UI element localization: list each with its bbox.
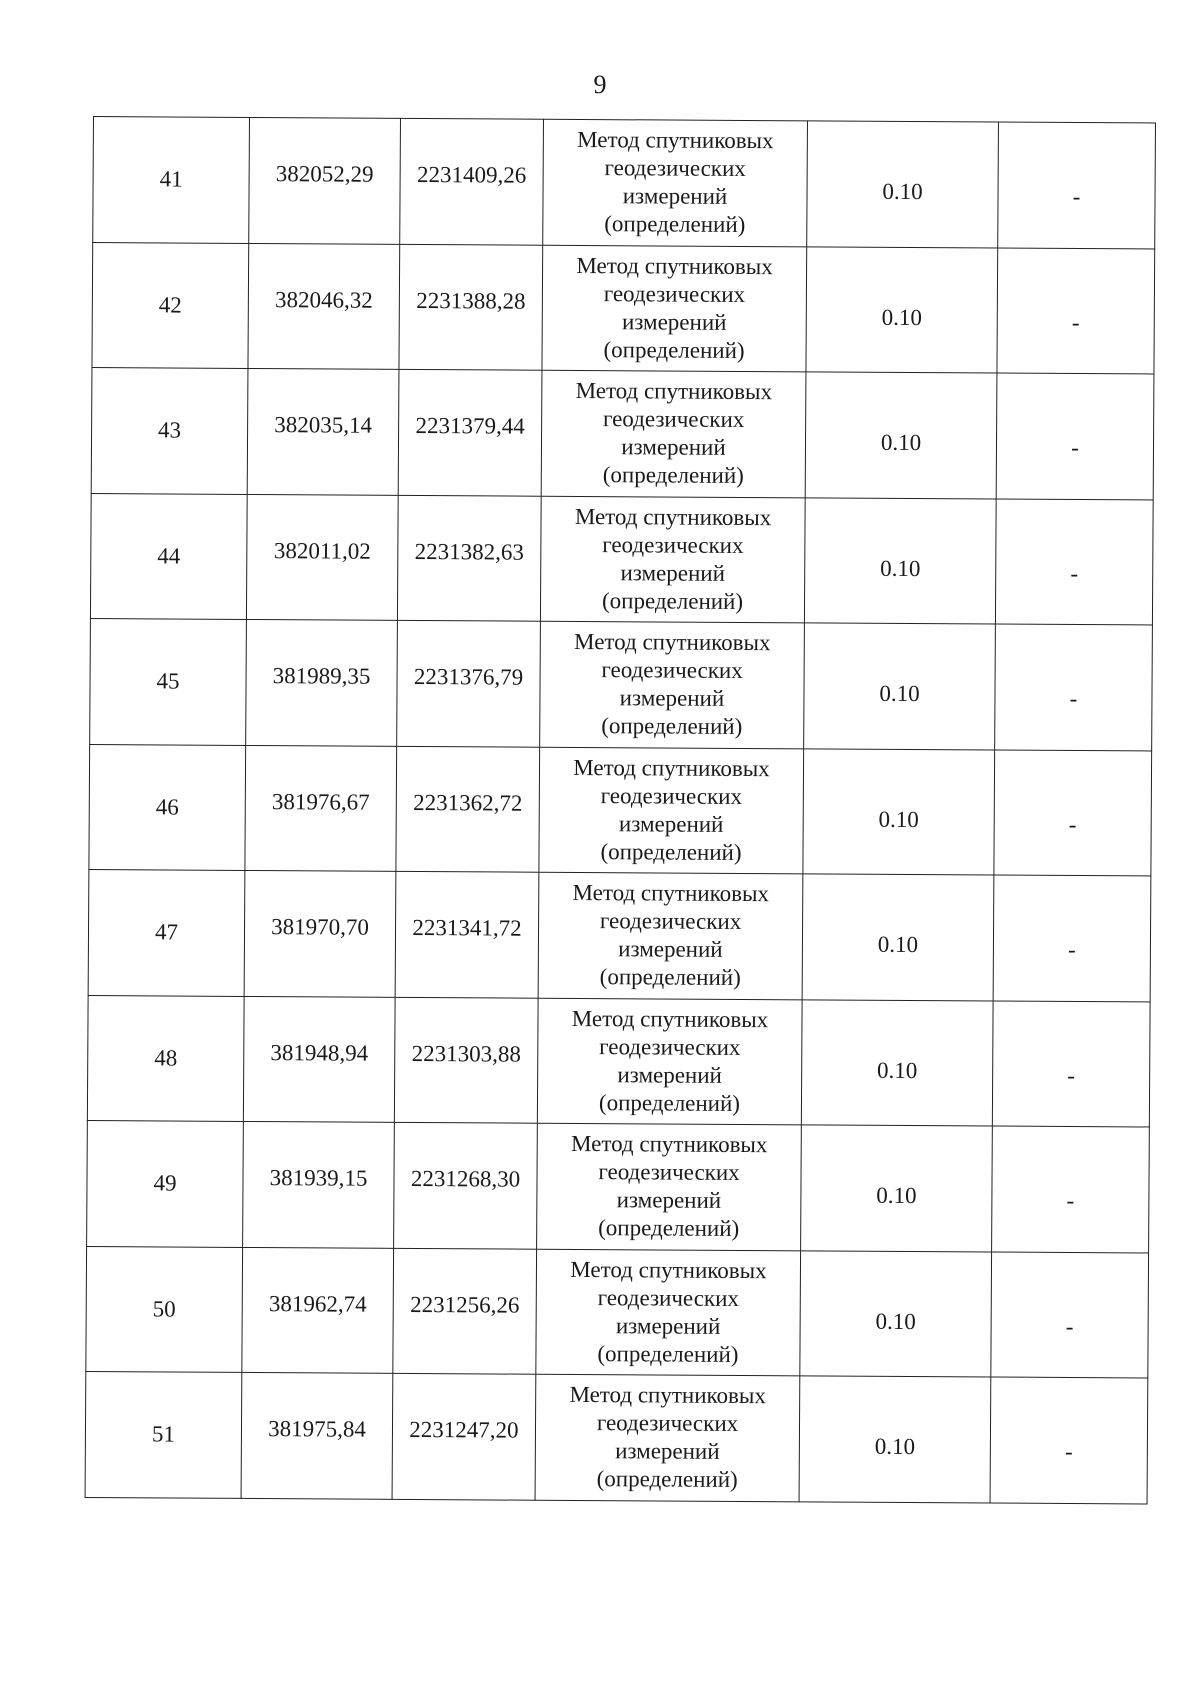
- note-cell: [992, 1126, 1150, 1252]
- x-coordinate: 381989,35: [272, 663, 371, 689]
- x-coordinate-cell: [246, 619, 398, 745]
- accuracy-value: 0.10: [879, 681, 920, 707]
- point-number: 50: [152, 1296, 176, 1322]
- y-coordinate-cell: [394, 1122, 538, 1248]
- point-number: 44: [157, 543, 181, 569]
- y-coordinate: 2231303,88: [411, 1040, 521, 1067]
- y-coordinate: 2231247,20: [409, 1417, 519, 1443]
- x-coordinate-cell: [244, 870, 396, 996]
- point-number: 51: [151, 1421, 176, 1447]
- point-number-cell: [92, 242, 249, 368]
- accuracy-value: 0.10: [880, 430, 922, 456]
- note-cell: [995, 499, 1153, 625]
- accuracy-cell: [801, 999, 993, 1126]
- y-coordinate-cell: [398, 369, 542, 495]
- accuracy-cell: [800, 1250, 992, 1377]
- method-text: Метод спутниковых геодезических измерений (определений): [570, 1256, 767, 1367]
- table-row: [90, 618, 1153, 750]
- table-row: [90, 493, 1153, 625]
- point-number: 41: [159, 166, 183, 192]
- y-coordinate: 2231376,79: [413, 664, 524, 690]
- note-value: -: [1070, 560, 1079, 586]
- x-coordinate: 381976,67: [271, 788, 370, 815]
- x-coordinate-cell: [247, 368, 399, 494]
- note-value: -: [1071, 435, 1079, 461]
- y-coordinate-cell: [395, 871, 539, 997]
- x-coordinate-cell: [249, 117, 401, 243]
- x-coordinate: 381939,15: [269, 1165, 368, 1191]
- accuracy-value: 0.10: [874, 1434, 916, 1460]
- y-coordinate-cell: [396, 746, 540, 872]
- accuracy-cell: [802, 874, 994, 1001]
- accuracy-cell: [801, 1125, 993, 1252]
- point-number: 48: [154, 1045, 178, 1071]
- table-row: [87, 995, 1150, 1127]
- method-text: Метод спутниковых геодезических измерений (определений): [569, 1382, 766, 1493]
- x-coordinate-cell: [248, 243, 400, 369]
- note-cell: [994, 750, 1152, 876]
- y-coordinate: 2231379,44: [415, 413, 525, 439]
- accuracy-value: 0.10: [876, 1183, 917, 1209]
- accuracy-value: 0.10: [877, 932, 919, 958]
- point-number-cell: [90, 493, 247, 619]
- point-number-cell: [90, 618, 247, 744]
- method-cell: [543, 119, 808, 246]
- accuracy-value: 0.10: [876, 1057, 918, 1083]
- point-number-cell: [93, 117, 250, 243]
- note-cell: [998, 122, 1156, 248]
- note-cell: [992, 1001, 1150, 1127]
- accuracy-value: 0.10: [882, 179, 923, 205]
- point-number: 42: [158, 292, 182, 318]
- x-coordinate-cell: [242, 1247, 394, 1373]
- method-text: Метод спутниковых геодезических измерений (определений): [572, 880, 770, 991]
- y-coordinate-cell: [400, 118, 544, 244]
- method-cell: [537, 1123, 802, 1250]
- accuracy-value: 0.10: [880, 555, 921, 581]
- y-coordinate-cell: [394, 997, 538, 1123]
- x-coordinate: 382052,29: [275, 161, 374, 187]
- method-cell: [540, 621, 805, 748]
- y-coordinate-cell: [393, 1248, 537, 1374]
- y-coordinate-cell: [397, 620, 541, 746]
- method-cell: [535, 1374, 800, 1501]
- x-coordinate-cell: [245, 745, 397, 871]
- y-coordinate: 2231382,63: [414, 538, 525, 565]
- method-text: Метод спутниковых геодезических измерений (определений): [570, 1131, 768, 1242]
- x-coordinate-cell: [243, 1121, 395, 1247]
- accuracy-cell: [804, 497, 996, 624]
- point-number-cell: [85, 1371, 242, 1497]
- accuracy-cell: [807, 121, 999, 248]
- accuracy-cell: [804, 623, 996, 750]
- x-coordinate-cell: [241, 1372, 393, 1498]
- method-cell: [538, 872, 803, 999]
- page-number: 9: [593, 70, 607, 99]
- y-coordinate: 2231268,30: [410, 1166, 521, 1192]
- method-cell: [541, 370, 806, 497]
- point-number: 43: [158, 417, 182, 443]
- method-cell: [537, 998, 802, 1125]
- note-cell: [997, 248, 1155, 374]
- y-coordinate: 2231362,72: [413, 789, 523, 816]
- method-text: Метод спутниковых геодезических измерений (определений): [574, 503, 772, 614]
- accuracy-cell: [806, 246, 998, 373]
- table-row: [86, 1246, 1149, 1378]
- point-number: 47: [154, 919, 179, 945]
- note-value: -: [1069, 686, 1078, 712]
- accuracy-value: 0.10: [881, 304, 922, 330]
- note-cell: [996, 373, 1154, 499]
- point-number-cell: [88, 869, 245, 995]
- y-coordinate-cell: [392, 1373, 536, 1499]
- x-coordinate: 381948,94: [270, 1039, 369, 1066]
- point-number-cell: [86, 1246, 243, 1372]
- method-cell: [540, 496, 805, 623]
- method-text: Метод спутниковых геодезических измерений (определений): [576, 252, 773, 363]
- method-text: Метод спутниковых геодезических измерений (определений): [577, 127, 774, 238]
- method-text: Метод спутниковых геодезических измерений (определений): [574, 629, 771, 740]
- point-number: 46: [155, 794, 179, 820]
- table-row: [93, 117, 1156, 249]
- note-cell: [990, 1377, 1148, 1503]
- x-coordinate: 382011,02: [273, 537, 371, 564]
- method-cell: [539, 747, 804, 874]
- x-coordinate: 382035,14: [274, 412, 373, 438]
- coordinates-table: [85, 116, 1156, 1504]
- y-coordinate-cell: [397, 495, 541, 621]
- table-row: [87, 1120, 1150, 1252]
- note-value: -: [1072, 184, 1081, 210]
- x-coordinate: 381970,70: [271, 914, 369, 940]
- x-coordinate: 382046,32: [274, 286, 373, 313]
- y-coordinate: 2231341,72: [412, 915, 522, 941]
- method-text: Метод спутниковых геодезических измерений (определений): [571, 1005, 769, 1116]
- table-row: [88, 869, 1151, 1001]
- note-value: -: [1064, 1439, 1073, 1465]
- note-value: -: [1065, 1313, 1074, 1339]
- method-cell: [542, 245, 807, 372]
- y-coordinate: 2231256,26: [410, 1291, 520, 1318]
- note-value: -: [1068, 937, 1076, 963]
- y-coordinate-cell: [399, 244, 543, 370]
- note-value: -: [1066, 1188, 1075, 1214]
- table-row: [89, 744, 1152, 876]
- point-number: 45: [156, 668, 180, 694]
- note-value: -: [1068, 811, 1077, 837]
- x-coordinate-cell: [243, 996, 395, 1122]
- note-value: -: [1071, 309, 1080, 335]
- accuracy-value: 0.10: [878, 806, 919, 832]
- note-cell: [993, 875, 1151, 1001]
- method-text: Метод спутниковых геодезических измерений (определений): [575, 378, 773, 489]
- point-number-cell: [87, 995, 244, 1121]
- x-coordinate: 381975,84: [268, 1416, 366, 1442]
- y-coordinate: 2231409,26: [416, 162, 527, 188]
- method-text: Метод спутниковых геодезических измерений (определений): [573, 754, 770, 865]
- note-value: -: [1067, 1062, 1076, 1088]
- y-coordinate: 2231388,28: [416, 287, 526, 314]
- note-cell: [995, 624, 1153, 750]
- x-coordinate-cell: [246, 494, 398, 620]
- point-number-cell: [87, 1120, 244, 1246]
- accuracy-cell: [803, 748, 995, 875]
- accuracy-value: 0.10: [875, 1308, 916, 1334]
- table-row: [85, 1371, 1148, 1503]
- point-number-cell: [89, 744, 246, 870]
- accuracy-cell: [799, 1376, 991, 1503]
- x-coordinate: 381962,74: [268, 1290, 367, 1317]
- table-row: [92, 242, 1155, 374]
- accuracy-cell: [805, 372, 997, 499]
- method-cell: [536, 1249, 801, 1376]
- point-number-cell: [91, 367, 248, 493]
- point-number: 49: [153, 1170, 177, 1196]
- table-row: [91, 367, 1154, 499]
- note-cell: [991, 1252, 1149, 1378]
